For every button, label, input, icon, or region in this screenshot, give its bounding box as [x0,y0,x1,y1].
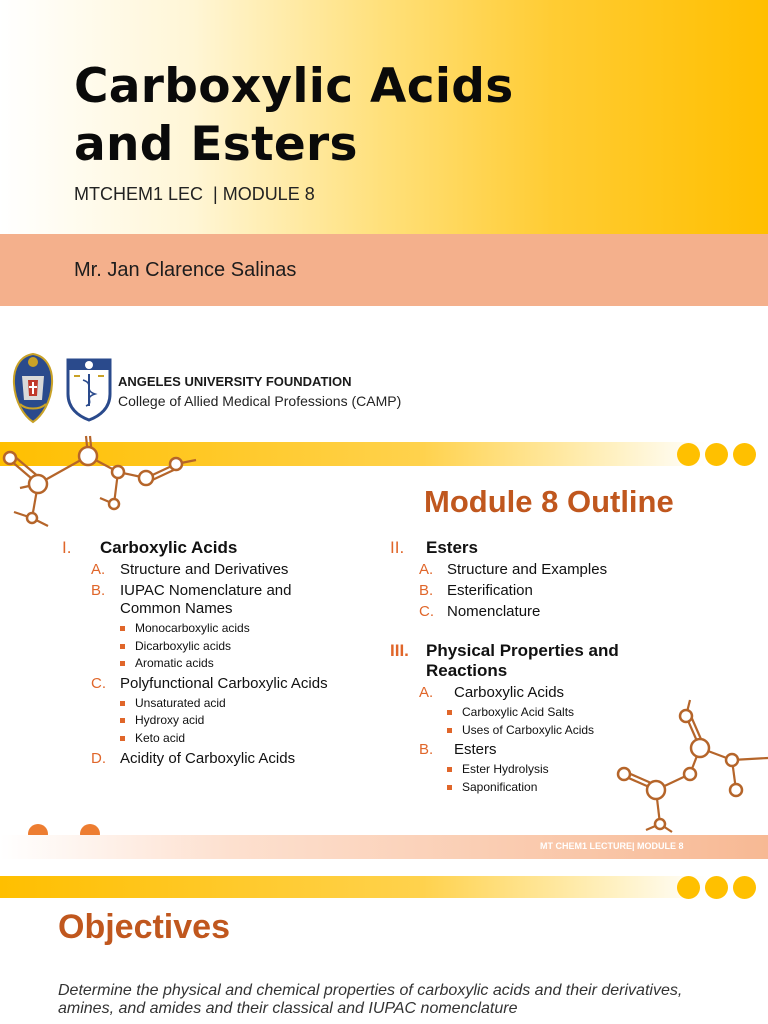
section-iii: III. Physical Properties and Reactions [390,641,619,680]
list-item: Ester Hydrolysis [447,761,690,779]
list-item: Monocarboxylic acids [120,620,392,638]
list-item: Uses of Carboxylic Acids [447,722,690,740]
list-item: Keto acid [120,730,392,748]
outline-item-2c: C. Nomenclature [419,603,541,620]
objectives-body: Determine the physical and chemical properties of carboxylic acids and their derivatives, amines, and amides and their classical and IUPAC nomenclature [58,982,683,1017]
outline-item-2b: B. Esterification [419,582,533,599]
section-ii: II. Esters [390,538,478,557]
decorative-dot-2 [705,443,728,466]
outline-item-1c: C. Polyfunctional Carboxylic Acids [91,674,328,692]
outline-item-3b: B. Esters [419,741,497,758]
outline-1c-sublist [62,695,392,748]
decorative-dot-2 [705,876,728,899]
decorative-dot-3 [733,876,756,899]
outline-left-column [62,538,392,768]
outline-slide [0,432,768,862]
decorative-dot-3 [733,443,756,466]
list-item: Aromatic acids [120,655,392,673]
title-slide [0,0,768,432]
outline-item-2a: A. Structure and Examples [419,561,608,578]
slide-title: Carboxylic Acids and Esters [74,59,514,172]
outline-1b-sublist [62,620,392,673]
outline-item-1d: D. Acidity of Carboxylic Acids [91,750,296,767]
author-name: Mr. Jan Clarence Salinas [74,259,297,281]
molecule-illustration-top-left [0,432,210,532]
list-item: Carboxylic Acid Salts [447,704,690,722]
university-name: ANGELES UNIVERSITY FOUNDATION [118,374,352,389]
decorative-dot-1 [677,443,700,466]
university-seal-logo [10,352,56,424]
course-module-subtitle: MTCHEM1 LEC | MODULE 8 [74,184,315,204]
outline-item-1a: A. Structure and Derivatives [91,561,289,578]
header-gradient-bar [0,876,768,898]
list-item: Hydroxy acid [120,712,392,730]
objectives-slide [0,864,768,1024]
college-camp-logo [64,354,114,422]
section-i: I. Carboxylic Acids [62,538,238,557]
list-item: Dicarboxylic acids [120,638,392,656]
list-item: Saponification [447,779,690,797]
slide2-footer-tag: MT CHEM1 LECTURE| MODULE 8 [540,841,684,851]
outline-title: Module 8 Outline [424,484,674,519]
decorative-dot-1 [677,876,700,899]
molecule-illustration-right [610,694,768,834]
outline-item-3a: A. Carboxylic Acids [419,684,565,701]
college-name: College of Allied Medical Professions (CAMP) [118,393,402,409]
objectives-title: Objectives [58,908,230,946]
list-item: Unsaturated acid [120,695,392,713]
outline-item-1b: B. IUPAC Nomenclature and Common Names [91,582,292,617]
slide1-footer-tag: MT CHEM1 LECTURE| MODULE 8 [540,405,684,415]
